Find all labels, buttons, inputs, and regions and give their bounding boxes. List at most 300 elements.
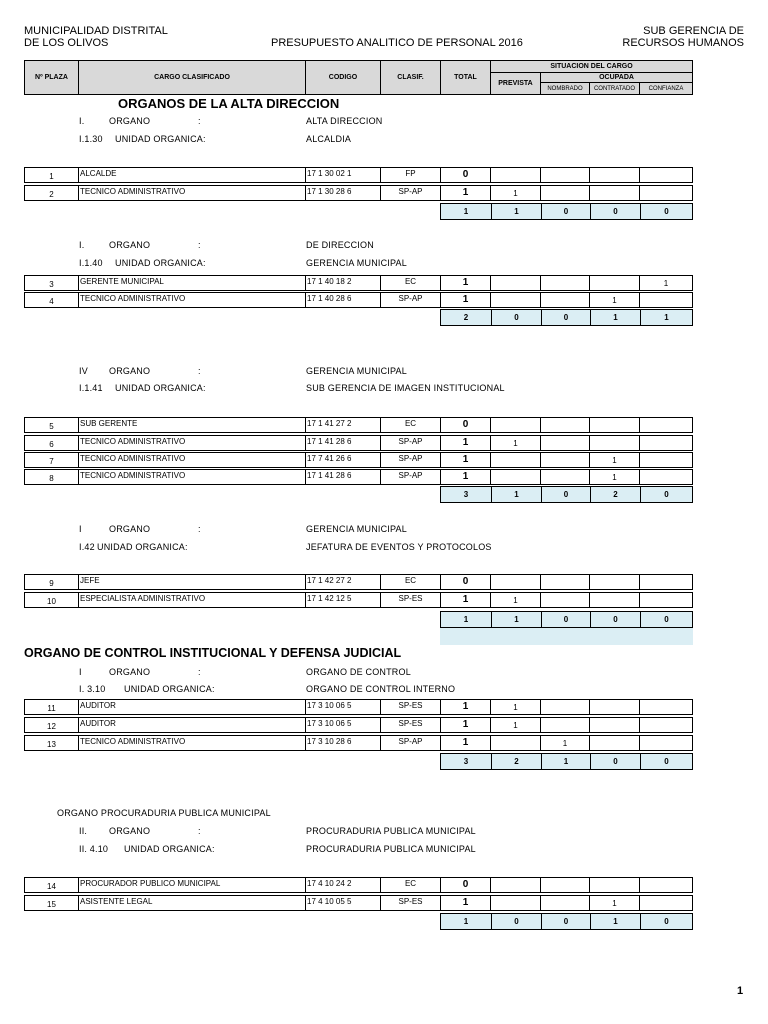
confianza-cell	[639, 417, 693, 433]
unidad-number: I.1.30	[79, 134, 103, 144]
cargo-cell	[78, 699, 306, 715]
plaza-number	[24, 167, 79, 183]
total-cell-value: 1	[462, 471, 469, 482]
subtotal-cell: 0	[492, 310, 542, 325]
block-pre-title: ORGANO PROCURADURIA PUBLICA MUNICIPAL	[57, 808, 271, 818]
plaza-number-value: 3	[49, 280, 54, 289]
contratado-cell-value: 1	[612, 473, 617, 482]
codigo-cell	[305, 592, 381, 608]
confianza-cell	[639, 717, 693, 733]
prevista-cell	[490, 469, 541, 485]
codigo-cell-value: 17 4 10 05 5	[307, 897, 352, 906]
clasif-cell	[380, 699, 441, 715]
subtotal-cell: 0	[664, 757, 669, 766]
col-clasif: CLASIF.	[380, 60, 441, 95]
subtotal-cell: 1	[492, 204, 542, 219]
total-cell	[440, 185, 491, 201]
subtotal-cell: 1	[664, 313, 669, 322]
plaza-number-value: 1	[49, 172, 54, 181]
subtotal-cell: 1	[492, 487, 542, 502]
subtotal-fill-bar	[440, 628, 693, 645]
unidad-value: GERENCIA MUNICIPAL	[306, 258, 407, 268]
organo-value: GERENCIA MUNICIPAL	[306, 366, 407, 376]
organo-label: ORGANO	[109, 524, 151, 534]
contratado-cell-value: 1	[612, 296, 617, 305]
prevista-cell	[490, 699, 541, 715]
clasif-cell	[380, 452, 441, 468]
cargo-cell	[78, 574, 306, 590]
unidad-label: UNIDAD ORGANICA:	[115, 134, 206, 144]
doc-title: PRESUPUESTO ANALITICO DE PERSONAL 2016	[271, 37, 523, 49]
confianza-cell	[639, 469, 693, 485]
table-row	[24, 435, 693, 451]
codigo-cell	[305, 167, 381, 183]
codigo-cell-value: 17 1 40 28 6	[307, 294, 352, 303]
plaza-number	[24, 185, 79, 201]
clasif-cell-value: SP-AP	[398, 737, 423, 746]
codigo-cell	[305, 717, 381, 733]
table-row	[24, 699, 693, 715]
nombrado-cell	[540, 592, 590, 608]
contratado-cell	[589, 185, 640, 201]
clasif-cell	[380, 167, 441, 183]
clasif-cell-value: EC	[404, 277, 417, 286]
clasif-cell-value: SP-AP	[398, 454, 423, 463]
organo-value: DE DIRECCION	[306, 240, 374, 250]
cargo-cell	[78, 469, 306, 485]
contratado-cell	[589, 417, 640, 433]
clasif-cell-value: SP-ES	[398, 897, 423, 906]
confianza-cell	[639, 735, 693, 751]
plaza-number-value: 10	[47, 597, 56, 606]
codigo-cell	[305, 699, 381, 715]
organo-label: ORGANO	[109, 366, 151, 376]
organo-value: GERENCIA MUNICIPAL	[306, 524, 407, 534]
organo-number: I	[79, 524, 82, 534]
total-cell-value: 1	[462, 277, 469, 288]
plaza-number	[24, 435, 79, 451]
clasif-cell	[380, 417, 441, 433]
nombrado-cell	[540, 185, 590, 201]
total-cell-value: 1	[462, 187, 469, 198]
table-row	[24, 735, 693, 751]
plaza-number-value: 14	[47, 882, 56, 891]
cargo-cell	[78, 717, 306, 733]
plaza-number	[24, 292, 79, 308]
unidad-number: I.1.41	[79, 383, 103, 393]
nombrado-cell	[540, 452, 590, 468]
unidad-label: UNIDAD ORGANICA:	[97, 542, 188, 552]
codigo-cell-value: 17 1 40 18 2	[307, 277, 352, 286]
subtotal-cell: 1	[542, 754, 591, 769]
plaza-number	[24, 717, 79, 733]
prevista-cell	[490, 185, 541, 201]
nombrado-cell	[540, 435, 590, 451]
codigo-cell	[305, 435, 381, 451]
contratado-cell	[589, 574, 640, 590]
organo-label: ORGANO	[109, 826, 151, 836]
unidad-number: I. 3.10	[79, 684, 106, 694]
clasif-cell-value: SP-AP	[398, 294, 423, 303]
contratado-cell	[589, 292, 640, 308]
codigo-cell	[305, 417, 381, 433]
clasif-cell-value: SP-ES	[398, 701, 423, 710]
subtotal-cell: 1	[591, 310, 641, 325]
codigo-cell	[305, 185, 381, 201]
cargo-cell-value: JEFE	[80, 576, 100, 585]
cargo-cell	[78, 452, 306, 468]
unidad-value: ALCALDIA	[306, 134, 352, 144]
cargo-cell	[78, 185, 306, 201]
cargo-cell	[78, 592, 306, 608]
org-name-line2: DE LOS OLIVOS	[24, 37, 109, 49]
cargo-cell	[78, 735, 306, 751]
contratado-cell	[589, 895, 640, 911]
subtotal-cell: 0	[664, 615, 669, 624]
table-row	[24, 877, 693, 893]
cargo-cell-value: TECNICO ADMINISTRATIVO	[80, 454, 186, 463]
codigo-cell-value: 17 1 41 28 6	[307, 437, 352, 446]
clasif-cell	[380, 735, 441, 751]
col-confianza: CONFIANZA	[639, 82, 693, 95]
block-subtotal	[440, 611, 693, 628]
contratado-cell	[589, 435, 640, 451]
total-cell-value: 1	[462, 437, 469, 448]
block-subtotal	[440, 203, 693, 220]
cargo-cell-value: PROCURADOR PUBLICO MUNICIPAL	[80, 879, 221, 888]
nombrado-cell	[540, 735, 590, 751]
organo-value: ORGANO DE CONTROL	[306, 667, 411, 677]
organo-colon: :	[198, 116, 201, 126]
unidad-number: I.42	[79, 542, 95, 552]
cargo-cell-value: SUB GERENTE	[80, 419, 138, 428]
clasif-cell-value: SP-ES	[398, 594, 423, 603]
codigo-cell-value: 17 7 41 26 6	[307, 454, 352, 463]
cargo-cell	[78, 275, 306, 291]
cargo-cell-value: AUDITOR	[80, 701, 116, 710]
codigo-cell	[305, 452, 381, 468]
unidad-value: JEFATURA DE EVENTOS Y PROTOCOLOS	[306, 542, 492, 552]
total-cell	[440, 592, 491, 608]
prevista-cell-value: 1	[513, 439, 518, 448]
subtotal-cell: 1	[492, 612, 542, 627]
organo-number: IV	[79, 366, 88, 376]
organo-colon: :	[198, 240, 201, 250]
contratado-cell	[589, 717, 640, 733]
contratado-cell-value: 1	[612, 456, 617, 465]
column-header	[24, 60, 693, 95]
subtotal-cell: 0	[542, 487, 591, 502]
cargo-cell-value: TECNICO ADMINISTRATIVO	[80, 437, 186, 446]
page-number: 1	[737, 985, 744, 997]
organo-number: II.	[79, 826, 88, 836]
prevista-cell-value: 1	[513, 596, 518, 605]
cargo-cell-value: AUDITOR	[80, 719, 116, 728]
clasif-cell	[380, 275, 441, 291]
plaza-number	[24, 574, 79, 590]
clasif-cell	[380, 292, 441, 308]
total-cell-value: 0	[462, 419, 469, 430]
section-title-alta-direccion: ORGANOS DE LA ALTA DIRECCION	[118, 96, 340, 111]
codigo-cell-value: 17 3 10 06 5	[307, 701, 352, 710]
total-cell	[440, 417, 491, 433]
plaza-number	[24, 417, 79, 433]
confianza-cell	[639, 895, 693, 911]
subtotal-cell: 0	[542, 914, 591, 929]
codigo-cell-value: 17 1 42 12 5	[307, 594, 352, 603]
cargo-cell	[78, 167, 306, 183]
dept-line1: SUB GERENCIA DE	[643, 25, 744, 37]
prevista-cell	[490, 592, 541, 608]
plaza-number-value: 7	[49, 457, 54, 466]
total-cell-value: 1	[462, 719, 469, 730]
table-row	[24, 717, 693, 733]
codigo-cell	[305, 292, 381, 308]
col-cargo: CARGO CLASIFICADO	[78, 60, 306, 95]
subtotal-cell: 2	[492, 754, 542, 769]
plaza-number	[24, 699, 79, 715]
section-title-control-institucional: ORGANO DE CONTROL INSTITUCIONAL Y DEFENSA JUDICIAL	[24, 646, 402, 660]
clasif-cell-value: SP-AP	[398, 187, 423, 196]
unidad-number: I.1.40	[79, 258, 103, 268]
organo-colon: :	[198, 667, 201, 677]
block-subtotal	[440, 309, 693, 326]
codigo-cell-value: 17 1 42 27 2	[307, 576, 352, 585]
clasif-cell	[380, 185, 441, 201]
subtotal-cell: 0	[542, 310, 591, 325]
prevista-cell	[490, 877, 541, 893]
clasif-cell-value: SP-AP	[398, 437, 423, 446]
total-cell	[440, 435, 491, 451]
total-cell-value: 0	[462, 169, 469, 180]
total-cell	[440, 717, 491, 733]
contratado-cell	[589, 469, 640, 485]
subtotal-cell: 0	[591, 612, 641, 627]
nombrado-cell	[540, 417, 590, 433]
organo-colon: :	[198, 366, 201, 376]
contratado-cell	[589, 275, 640, 291]
cargo-cell	[78, 417, 306, 433]
clasif-cell	[380, 574, 441, 590]
organo-value: ALTA DIRECCION	[306, 116, 383, 126]
contratado-cell	[589, 452, 640, 468]
codigo-cell-value: 17 1 41 27 2	[307, 419, 352, 428]
total-cell	[440, 574, 491, 590]
cargo-cell	[78, 435, 306, 451]
unidad-value: ORGANO DE CONTROL INTERNO	[306, 684, 456, 694]
plaza-number-value: 8	[49, 474, 54, 483]
confianza-cell	[639, 167, 693, 183]
codigo-cell	[305, 469, 381, 485]
plaza-number	[24, 469, 79, 485]
plaza-number	[24, 275, 79, 291]
cargo-cell-value: GERENTE MUNICIPAL	[80, 277, 164, 286]
col-codigo: CODIGO	[305, 60, 381, 95]
cargo-cell-value: TECNICO ADMINISTRATIVO	[80, 187, 186, 196]
subtotal-cell: 0	[664, 490, 669, 499]
contratado-cell	[589, 877, 640, 893]
clasif-cell	[380, 592, 441, 608]
cargo-cell-value: TECNICO ADMINISTRATIVO	[80, 471, 186, 480]
cargo-cell-value: ALCALDE	[80, 169, 117, 178]
clasif-cell-value: EC	[404, 576, 417, 585]
codigo-cell	[305, 574, 381, 590]
prevista-cell	[490, 275, 541, 291]
cargo-cell-value: TECNICO ADMINISTRATIVO	[80, 737, 186, 746]
clasif-cell	[380, 877, 441, 893]
clasif-cell-value: EC	[404, 419, 417, 428]
total-cell-value: 0	[462, 576, 469, 587]
subtotal-cell: 0	[542, 612, 591, 627]
plaza-number	[24, 895, 79, 911]
plaza-number	[24, 452, 79, 468]
cargo-cell-value: TECNICO ADMINISTRATIVO	[80, 294, 186, 303]
table-row	[24, 292, 693, 308]
nombrado-cell-value: 1	[562, 739, 568, 748]
nombrado-cell	[540, 574, 590, 590]
plaza-number-value: 6	[49, 440, 54, 449]
unidad-label: UNIDAD ORGANICA:	[115, 383, 206, 393]
subtotal-cell: 3	[441, 754, 492, 769]
cargo-cell-value: ESPECIALISTA ADMINISTRATIVO	[80, 594, 206, 603]
plaza-number-value: 2	[49, 190, 54, 199]
plaza-number-value: 12	[47, 722, 56, 731]
subtotal-cell: 1	[441, 204, 492, 219]
total-cell	[440, 452, 491, 468]
organo-label: ORGANO	[109, 240, 151, 250]
table-row	[24, 574, 693, 590]
confianza-cell-value: 1	[663, 279, 669, 288]
total-cell-value: 1	[462, 897, 469, 908]
subtotal-cell: 0	[492, 914, 542, 929]
total-cell-value: 1	[462, 737, 469, 748]
codigo-cell-value: 17 3 10 28 6	[307, 737, 352, 746]
codigo-cell	[305, 895, 381, 911]
prevista-cell-value: 1	[513, 189, 518, 198]
contratado-cell	[589, 699, 640, 715]
subtotal-cell: 1	[591, 914, 641, 929]
prevista-cell	[490, 735, 541, 751]
plaza-number	[24, 592, 79, 608]
codigo-cell-value: 17 1 30 28 6	[307, 187, 352, 196]
codigo-cell	[305, 877, 381, 893]
unidad-number: II. 4.10	[79, 844, 109, 854]
subtotal-cell: 1	[441, 612, 492, 627]
org-name-line1: MUNICIPALIDAD DISTRITAL	[24, 25, 168, 37]
codigo-cell	[305, 275, 381, 291]
total-cell	[440, 469, 491, 485]
nombrado-cell	[540, 167, 590, 183]
clasif-cell	[380, 717, 441, 733]
table-row	[24, 895, 693, 911]
confianza-cell	[639, 877, 693, 893]
plaza-number	[24, 735, 79, 751]
plaza-number-value: 15	[47, 900, 56, 909]
block-subtotal	[440, 753, 693, 770]
cargo-cell-value: ASISTENTE LEGAL	[80, 897, 153, 906]
table-row	[24, 452, 693, 468]
codigo-cell-value: 17 1 41 28 6	[307, 471, 352, 480]
confianza-cell	[639, 574, 693, 590]
clasif-cell-value: SP-AP	[398, 471, 423, 480]
subtotal-cell: 0	[591, 204, 641, 219]
total-cell-value: 1	[462, 294, 469, 305]
organo-value: PROCURADURIA PUBLICA MUNICIPAL	[306, 826, 476, 836]
plaza-number-value: 11	[47, 704, 56, 713]
total-cell	[440, 167, 491, 183]
prevista-cell	[490, 435, 541, 451]
table-row	[24, 275, 693, 291]
total-cell-value: 1	[462, 454, 469, 465]
clasif-cell	[380, 435, 441, 451]
nombrado-cell	[540, 699, 590, 715]
organo-number: I.	[79, 240, 85, 250]
prevista-cell	[490, 574, 541, 590]
codigo-cell	[305, 735, 381, 751]
unidad-label: UNIDAD ORGANICA:	[124, 684, 215, 694]
table-row	[24, 417, 693, 433]
table-row	[24, 185, 693, 201]
col-prevista: PREVISTA	[490, 72, 541, 95]
total-cell-value: 0	[462, 879, 469, 890]
codigo-cell-value: 17 1 30 02 1	[307, 169, 352, 178]
contratado-cell-value: 1	[612, 899, 617, 908]
contratado-cell	[589, 592, 640, 608]
subtotal-cell: 0	[542, 204, 591, 219]
dept-line2: RECURSOS HUMANOS	[622, 37, 744, 49]
unidad-value: SUB GERENCIA DE IMAGEN INSTITUCIONAL	[306, 383, 505, 393]
col-situacion: SITUACION DEL CARGO	[490, 60, 693, 73]
total-cell	[440, 735, 491, 751]
cargo-cell	[78, 292, 306, 308]
confianza-cell	[639, 185, 693, 201]
nombrado-cell	[540, 292, 590, 308]
nombrado-cell	[540, 469, 590, 485]
confianza-cell	[639, 292, 693, 308]
confianza-cell	[639, 435, 693, 451]
total-cell-value: 1	[462, 594, 469, 605]
table-row	[24, 167, 693, 183]
plaza-number-value: 9	[49, 579, 54, 588]
cargo-cell	[78, 895, 306, 911]
confianza-cell	[639, 275, 693, 291]
organo-number: I.	[79, 116, 85, 126]
subtotal-cell: 0	[664, 207, 669, 216]
clasif-cell-value: FP	[405, 169, 416, 178]
clasif-cell-value: SP-ES	[398, 719, 423, 728]
organo-label: ORGANO	[109, 667, 151, 677]
nombrado-cell	[540, 877, 590, 893]
clasif-cell	[380, 895, 441, 911]
table-row	[24, 592, 693, 608]
total-cell	[440, 292, 491, 308]
prevista-cell	[490, 292, 541, 308]
col-total: TOTAL	[440, 60, 491, 95]
total-cell-value: 1	[462, 701, 469, 712]
organo-colon: :	[198, 524, 201, 534]
contratado-cell	[589, 167, 640, 183]
confianza-cell	[639, 592, 693, 608]
prevista-cell	[490, 717, 541, 733]
block-subtotal	[440, 913, 693, 930]
nombrado-cell	[540, 717, 590, 733]
confianza-cell	[639, 452, 693, 468]
organo-number: I	[79, 667, 82, 677]
unidad-value: PROCURADURIA PUBLICA MUNICIPAL	[306, 844, 476, 854]
codigo-cell-value: 17 3 10 06 5	[307, 719, 352, 728]
col-contratado: CONTRATADO	[589, 82, 640, 95]
col-plaza: Nº PLAZA	[24, 60, 79, 95]
